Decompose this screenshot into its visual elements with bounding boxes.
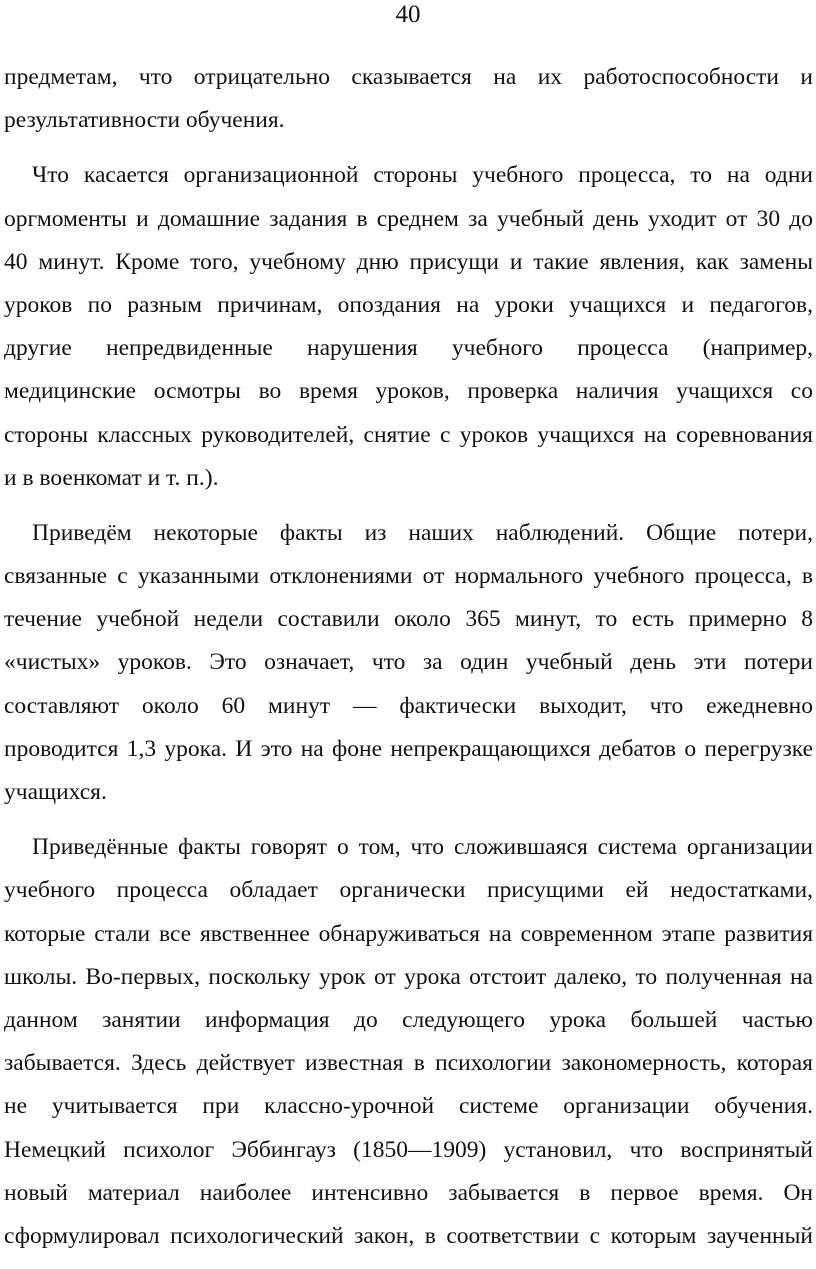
text-line: Что касается организационной стороны учебного процесса, то на одни (32, 162, 813, 189)
text-line: которые стали все явственнее обнаруживаться на современном этапе развития (4, 920, 813, 947)
text-line: связанные с указанными отклонениями от нормального учебного процесса, в (4, 563, 813, 590)
text-line: результативности обучения. (4, 107, 285, 134)
text-line: предметам, что отрицательно сказывается на их работоспособности и (4, 64, 813, 90)
text-line: «чистых» уроков. Это означает, что за один учебный день эти потери (4, 649, 813, 676)
text-line: оргмоменты и домашние задания в среднем за учебный день уходит от 30 до (4, 205, 813, 232)
text-line: сформулировал психологический закон, в соответствии с которым заученный (4, 1222, 813, 1249)
paragraph-gap (4, 500, 813, 512)
paragraph (4, 826, 813, 1258)
text-line: уроков по разным причинам, опоздания на уроки учащихся и педагогов, (4, 291, 813, 318)
text-line: другие непредвиденные нарушения учебного процесса (например, (4, 335, 813, 362)
text-line: данном занятии информация до следующего урока большей частью (4, 1006, 813, 1033)
text-line: учебного процесса обладает органически присущими ей недостатками, (4, 877, 813, 904)
text-line: составляют около 60 минут — фактически выходит, что ежедневно (4, 692, 813, 719)
paragraph-gap (4, 142, 813, 154)
paragraph (4, 512, 813, 814)
text-line: течение учебной недели составили около 365 минут, то есть примерно 8 (4, 606, 813, 633)
text-line: стороны классных руководителей, снятие с уроков учащихся на соревнования (4, 421, 813, 448)
paragraph (4, 56, 813, 142)
text-line: медицинские осмотры во время уроков, проверка наличия учащихся со (4, 378, 813, 405)
text-line: новый материал наиболее интенсивно забывается в первое время. Он (4, 1179, 813, 1206)
text-line: Приведённые факты говорят о том, что сложившаяся система организации (32, 834, 813, 861)
text-line: проводится 1,3 урока. И это на фоне непрекращающихся дебатов о перегрузке (4, 735, 813, 762)
document-body (4, 56, 813, 1258)
text-line: и в военкомат и т. п.). (4, 464, 219, 491)
paragraph-gap (4, 814, 813, 826)
text-line: Немецкий психолог Эббингауз (1850—1909) установил, что воспринятый (4, 1136, 813, 1163)
text-line: учащихся. (4, 779, 107, 805)
paragraph (4, 154, 813, 500)
text-line: не учитывается при классно-урочной системе организации обучения. (4, 1093, 813, 1120)
text-line: школы. Во-первых, поскольку урок от урока отстоит далеко, то полученная на (4, 963, 813, 990)
text-line: 40 минут. Кроме того, учебному дню присущи и такие явления, как замены (4, 248, 813, 275)
page-number: 40 (395, 1, 421, 28)
text-line: забывается. Здесь действует известная в психологии закономерность, которая (4, 1050, 813, 1077)
text-line: Приведём некоторые факты из наших наблюдений. Общие потери, (32, 519, 813, 546)
